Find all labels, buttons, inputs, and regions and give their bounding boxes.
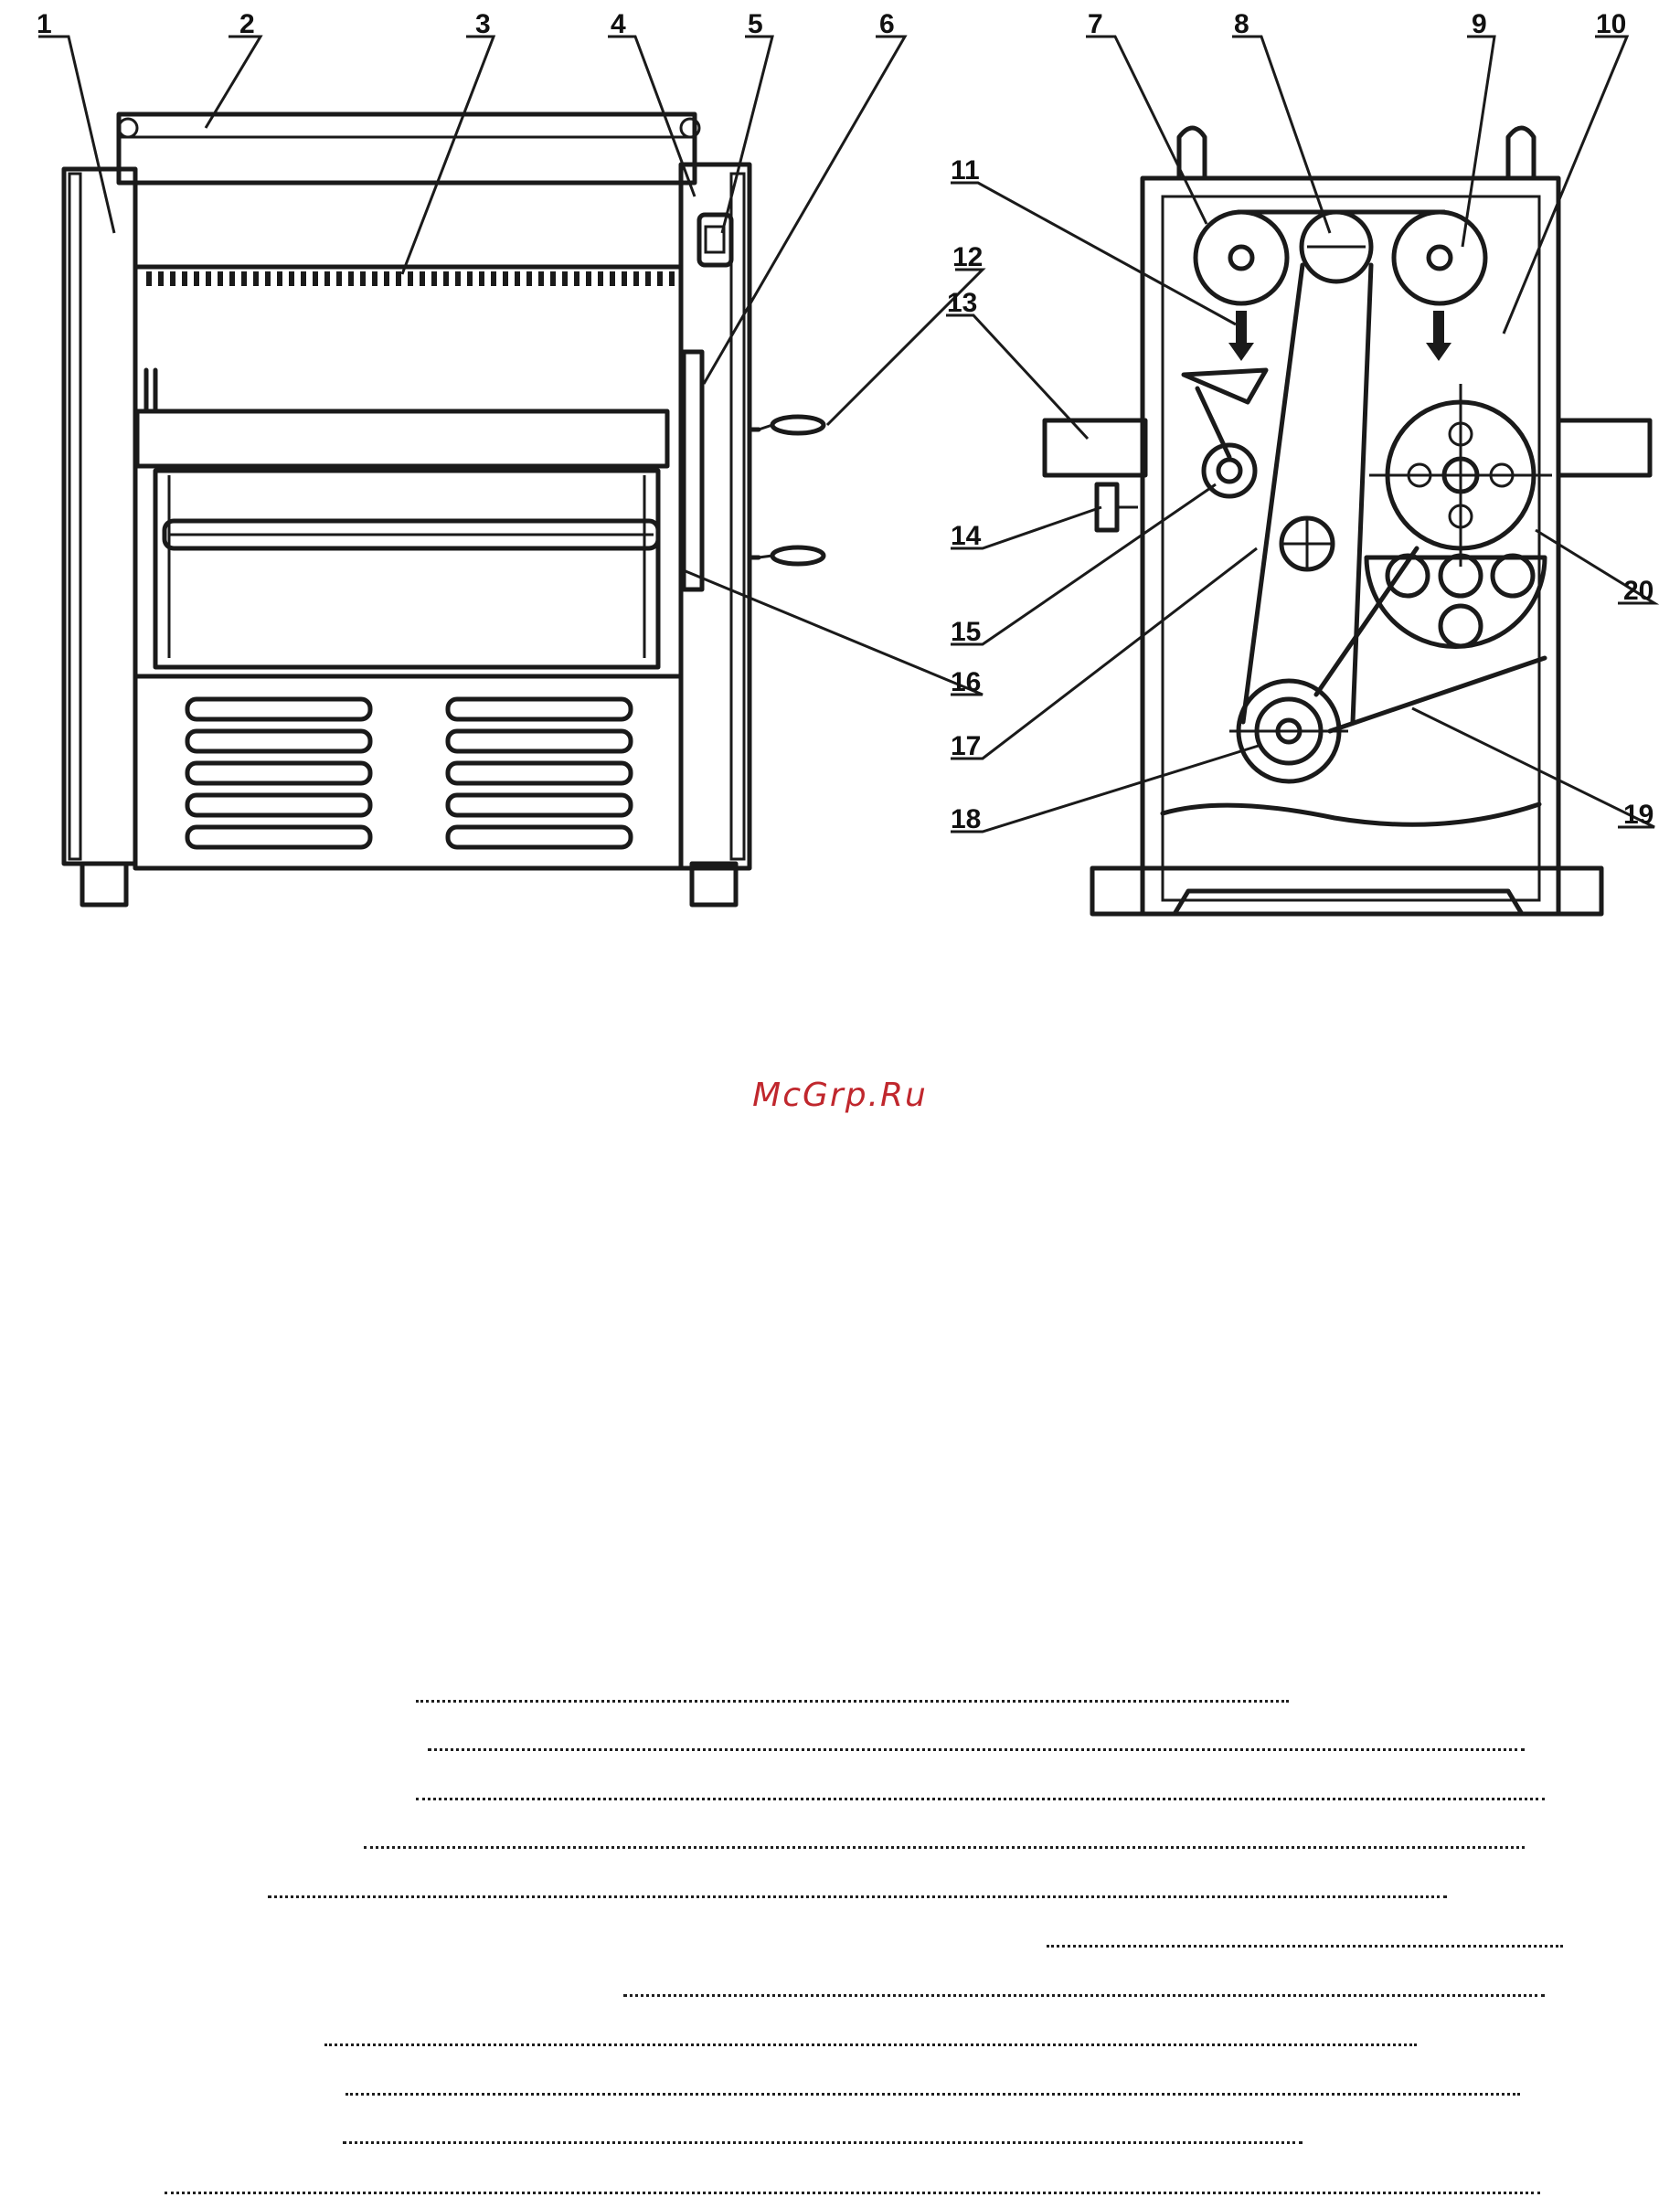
legend-line (268, 1895, 1447, 1898)
callout-20: 20 (1623, 576, 1654, 606)
callout-19: 19 (1623, 800, 1654, 830)
callout-1: 1 (37, 9, 52, 39)
callout-10: 10 (1596, 9, 1627, 39)
callout-8: 8 (1234, 9, 1249, 39)
callout-2: 2 (239, 9, 255, 39)
legend-line (346, 2093, 1520, 2096)
callout-17: 17 (951, 731, 982, 761)
machine-diagram (0, 0, 1680, 941)
watermark: McGrp.Ru (752, 1077, 928, 1114)
callout-16: 16 (951, 667, 982, 697)
vents-left (187, 699, 370, 847)
callout-11: 11 (951, 155, 980, 186)
legend-line (364, 1846, 1525, 1849)
legend-line (343, 2141, 1303, 2144)
leader-lines (38, 37, 1654, 832)
callout-13: 13 (947, 288, 978, 318)
legend-line (324, 2043, 1417, 2046)
callout-4: 4 (611, 9, 626, 39)
legend-line (1047, 1945, 1563, 1948)
legend-line (416, 1798, 1545, 1800)
callout-9: 9 (1472, 9, 1487, 39)
callout-18: 18 (951, 804, 982, 834)
callout-6: 6 (879, 9, 895, 39)
callout-14: 14 (951, 521, 982, 551)
legend-line (428, 1748, 1525, 1751)
legend-line (165, 2192, 1540, 2194)
callout-5: 5 (748, 9, 763, 39)
callout-3: 3 (475, 9, 491, 39)
vents-right (448, 699, 631, 847)
legend-line (416, 1700, 1289, 1703)
front-view (64, 114, 824, 905)
teeth-row (137, 267, 681, 279)
callout-15: 15 (951, 617, 982, 647)
side-view (1045, 128, 1650, 914)
callout-7: 7 (1088, 9, 1103, 39)
callout-12: 12 (952, 242, 984, 272)
legend-line (623, 1994, 1545, 1997)
